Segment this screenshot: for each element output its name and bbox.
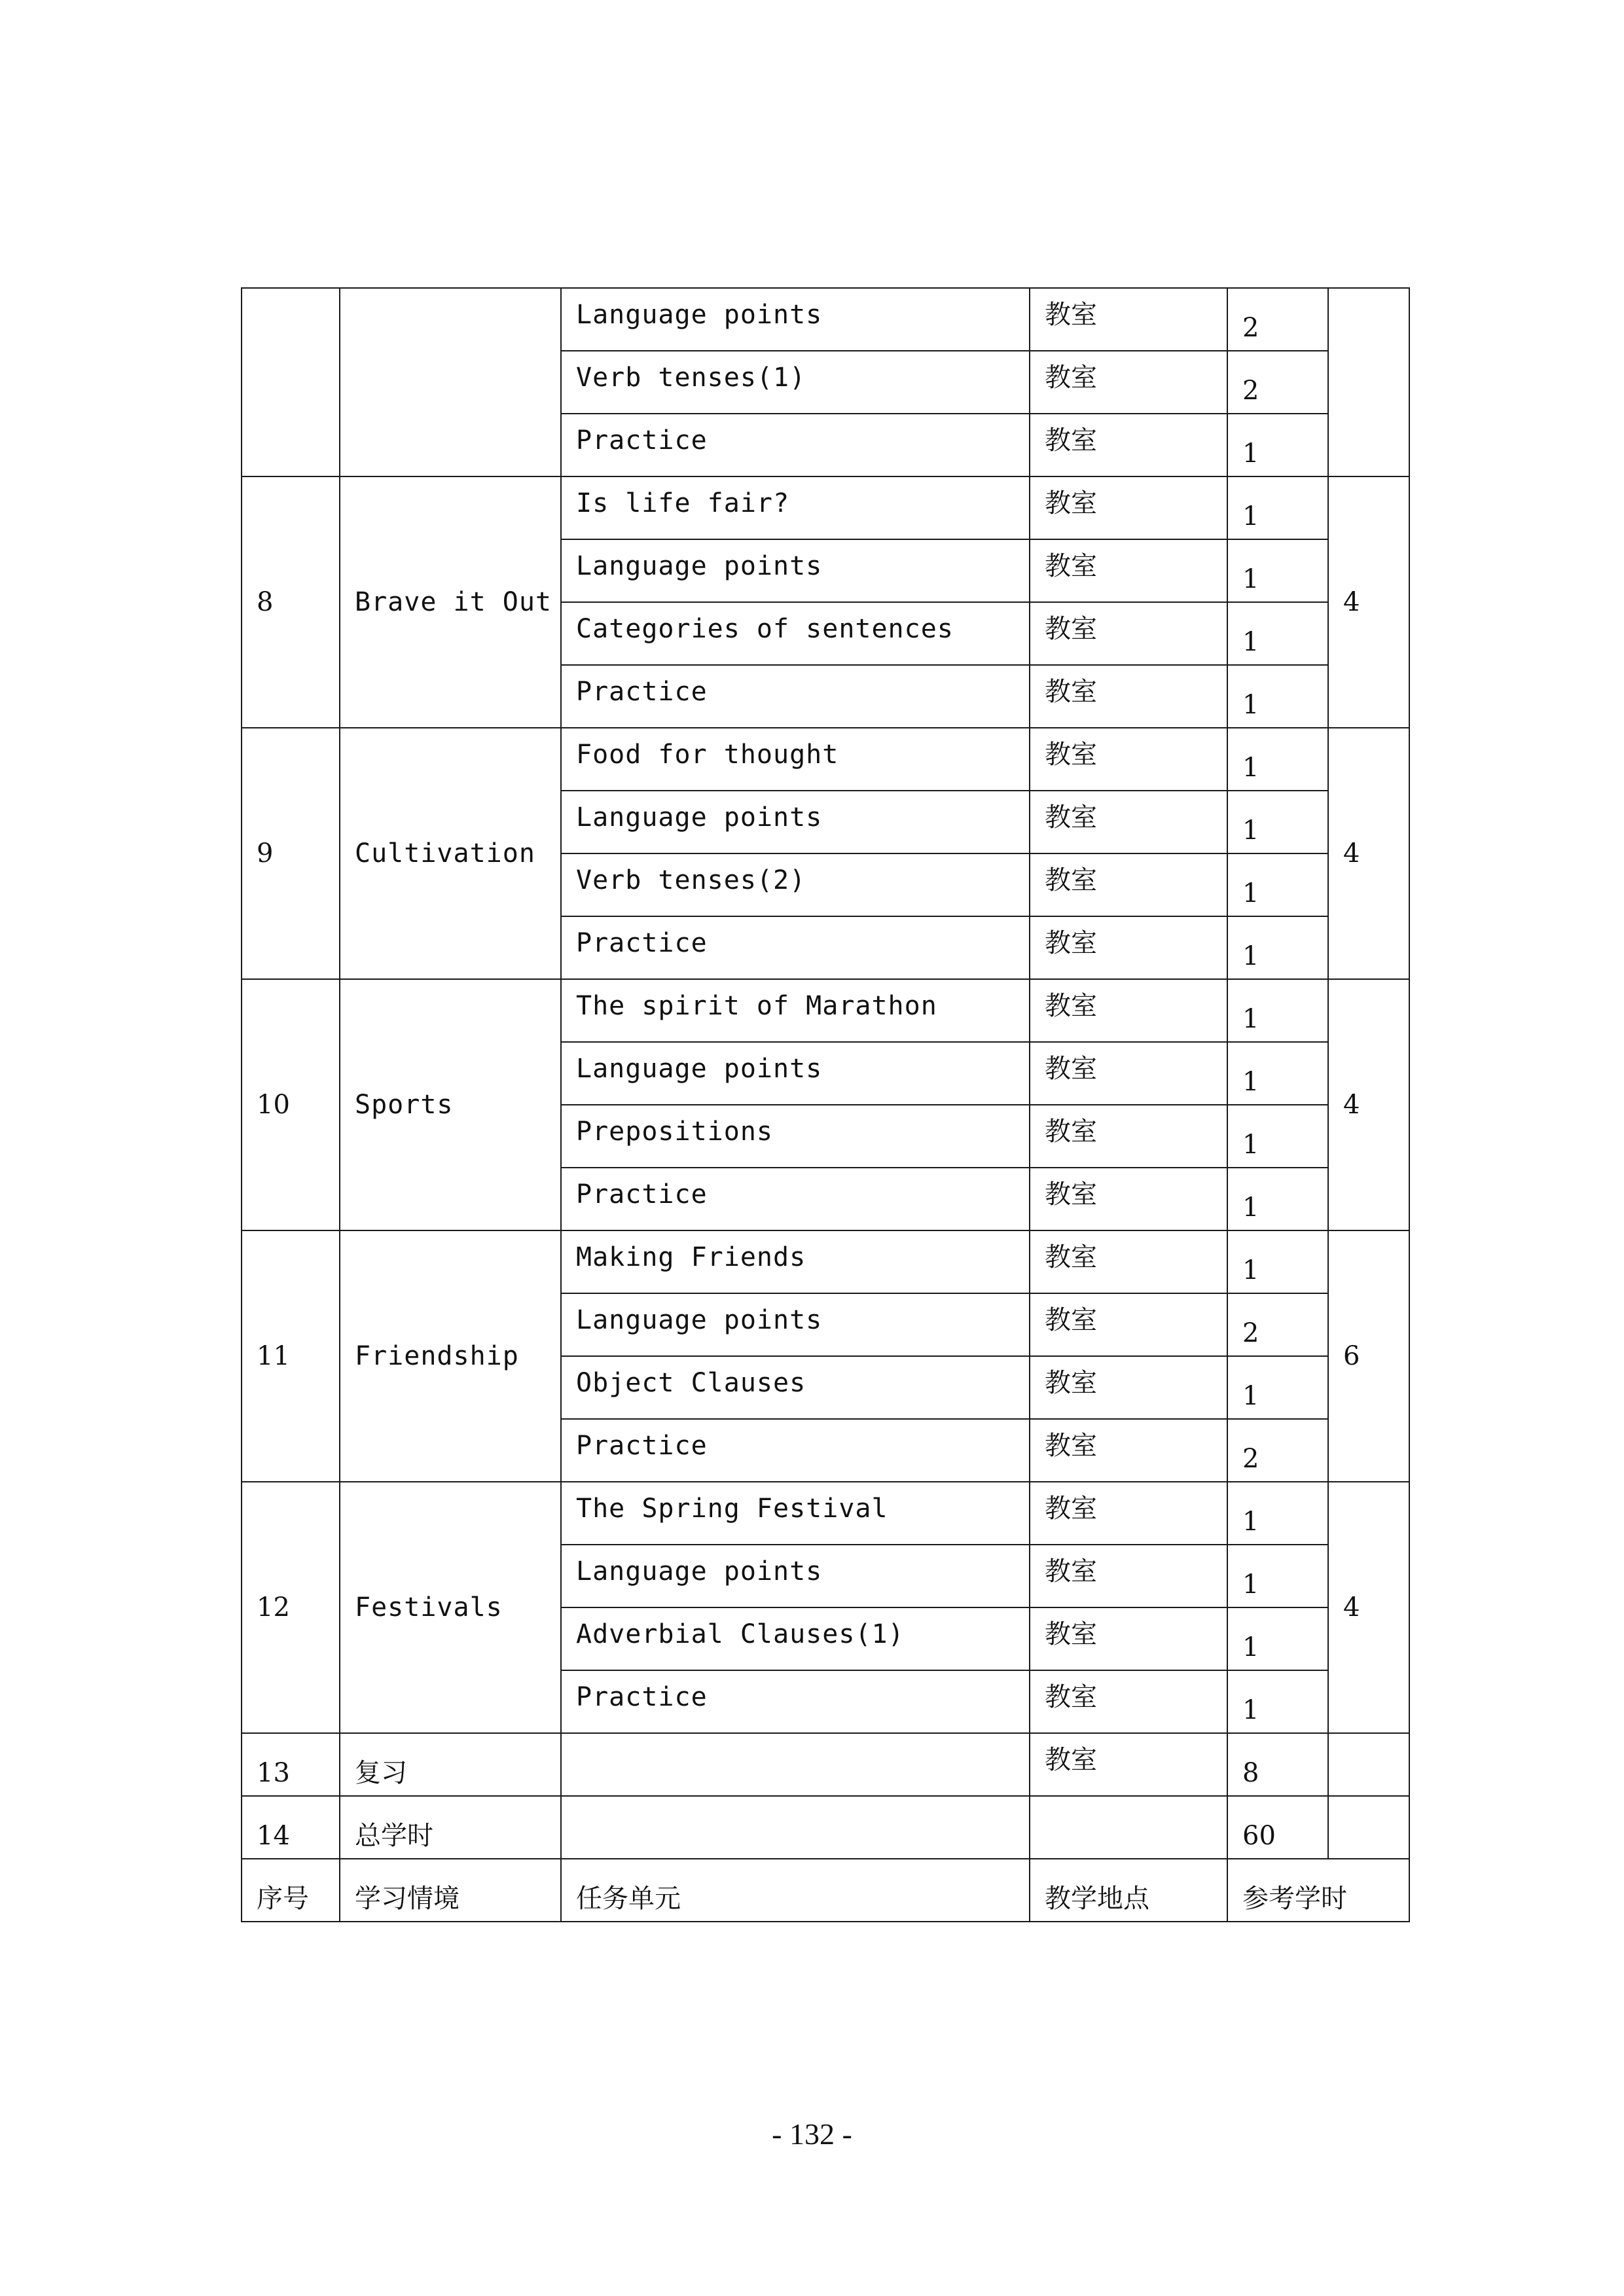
task-cell: Language points [561,1293,1030,1356]
unit-total-cell [1328,1733,1409,1796]
unit-situation-cell: Festivals [340,1482,561,1733]
table-row [242,288,1409,351]
location-cell: 教室 [1030,1607,1227,1670]
location-cell: 教室 [1030,1042,1227,1105]
hours-cell: 1 [1227,1670,1328,1733]
unit-situation-cell: Cultivation [340,728,561,979]
task-cell: Practice [561,1168,1030,1230]
location-cell: 教室 [1030,288,1227,351]
location-cell: 教室 [1030,791,1227,853]
location-cell: 教室 [1030,1168,1227,1230]
task-cell: Adverbial Clauses(1) [561,1607,1030,1670]
task-cell: Language points [561,791,1030,853]
location-cell: 教室 [1030,602,1227,665]
task-cell: The Spring Festival [561,1482,1030,1545]
hours-cell: 1 [1227,602,1328,665]
unit-total-cell: 4 [1328,728,1409,979]
location-cell: 教室 [1030,1482,1227,1545]
unit-number-cell: 14 [242,1796,340,1859]
hours-cell: 1 [1227,539,1328,602]
unit-situation-cell: Brave it Out [340,476,561,728]
hours-cell: 1 [1227,1356,1328,1419]
hours-cell: 1 [1227,665,1328,728]
task-cell: Practice [561,665,1030,728]
task-cell: Prepositions [561,1105,1030,1168]
hours-cell: 1 [1227,1607,1328,1670]
task-cell: Practice [561,1419,1030,1482]
unit-number-cell: 10 [242,979,340,1230]
task-cell: Verb tenses(2) [561,853,1030,916]
location-cell: 教室 [1030,1733,1227,1796]
task-cell: Language points [561,288,1030,351]
task-cell: Language points [561,1042,1030,1105]
task-cell: Food for thought [561,728,1030,791]
hours-cell: 1 [1227,1042,1328,1105]
location-cell: 教室 [1030,414,1227,476]
location-cell: 教室 [1030,1105,1227,1168]
task-cell: Categories of sentences [561,602,1030,665]
location-cell: 教室 [1030,351,1227,414]
header-situation: 学习情境 [340,1859,561,1922]
location-cell: 教室 [1030,539,1227,602]
location-cell: 教室 [1030,1670,1227,1733]
task-cell: Object Clauses [561,1356,1030,1419]
header-number: 序号 [242,1859,340,1922]
hours-cell: 1 [1227,979,1328,1042]
table-row [242,1482,1409,1545]
task-cell: Is life fair? [561,476,1030,539]
unit-total-cell: 4 [1328,1482,1409,1733]
unit-situation-cell: Friendship [340,1230,561,1482]
location-cell: 教室 [1030,728,1227,791]
hours-cell: 1 [1227,1105,1328,1168]
task-cell: Practice [561,414,1030,476]
unit-total-cell: 4 [1328,476,1409,728]
location-cell: 教室 [1030,916,1227,979]
location-cell: 教室 [1030,665,1227,728]
hours-cell: 1 [1227,916,1328,979]
location-cell: 教室 [1030,979,1227,1042]
unit-number-cell [242,288,340,476]
hours-cell: 1 [1227,1482,1328,1545]
location-cell: 教室 [1030,476,1227,539]
task-cell [561,1733,1030,1796]
hours-cell: 1 [1227,476,1328,539]
hours-cell: 1 [1227,414,1328,476]
task-cell: Language points [561,539,1030,602]
hours-cell: 1 [1227,853,1328,916]
unit-situation-cell: Sports [340,979,561,1230]
unit-number-cell: 9 [242,728,340,979]
task-cell: The spirit of Marathon [561,979,1030,1042]
task-cell: Making Friends [561,1230,1030,1293]
unit-number-cell: 12 [242,1482,340,1733]
column-header-row [242,1859,1409,1922]
header-hours: 参考学时 [1227,1859,1409,1922]
location-cell: 教室 [1030,1230,1227,1293]
hours-cell: 2 [1227,351,1328,414]
hours-cell: 8 [1227,1733,1328,1796]
table-row [242,1230,1409,1293]
location-cell: 教室 [1030,1356,1227,1419]
unit-number-cell: 8 [242,476,340,728]
total-hours-row [242,1796,1409,1859]
task-cell: Practice [561,916,1030,979]
location-cell [1030,1796,1227,1859]
unit-number-cell: 11 [242,1230,340,1482]
location-cell: 教室 [1030,1545,1227,1607]
location-cell: 教室 [1030,853,1227,916]
header-task: 任务单元 [561,1859,1030,1922]
unit-situation-cell [340,288,561,476]
hours-cell: 1 [1227,1230,1328,1293]
task-cell [561,1796,1030,1859]
hours-cell: 2 [1227,288,1328,351]
table-row [242,476,1409,539]
hours-cell: 1 [1227,1168,1328,1230]
table-row [242,728,1409,791]
task-cell: Practice [561,1670,1030,1733]
unit-situation-cell: 复习 [340,1733,561,1796]
page-number: - 132 - [772,2117,852,2151]
unit-total-cell: 4 [1328,979,1409,1230]
hours-cell: 1 [1227,728,1328,791]
course-schedule-table [241,287,1410,1922]
hours-cell: 2 [1227,1293,1328,1356]
unit-total-cell [1328,288,1409,476]
location-cell: 教室 [1030,1419,1227,1482]
task-cell: Language points [561,1545,1030,1607]
unit-number-cell: 13 [242,1733,340,1796]
unit-situation-cell: 总学时 [340,1796,561,1859]
hours-cell: 1 [1227,791,1328,853]
header-location: 教学地点 [1030,1859,1227,1922]
hours-cell: 2 [1227,1419,1328,1482]
hours-cell: 60 [1227,1796,1328,1859]
unit-total-cell [1328,1796,1409,1859]
unit-total-cell: 6 [1328,1230,1409,1482]
hours-cell: 1 [1227,1545,1328,1607]
task-cell: Verb tenses(1) [561,351,1030,414]
location-cell: 教室 [1030,1293,1227,1356]
table-row [242,979,1409,1042]
review-row [242,1733,1409,1796]
